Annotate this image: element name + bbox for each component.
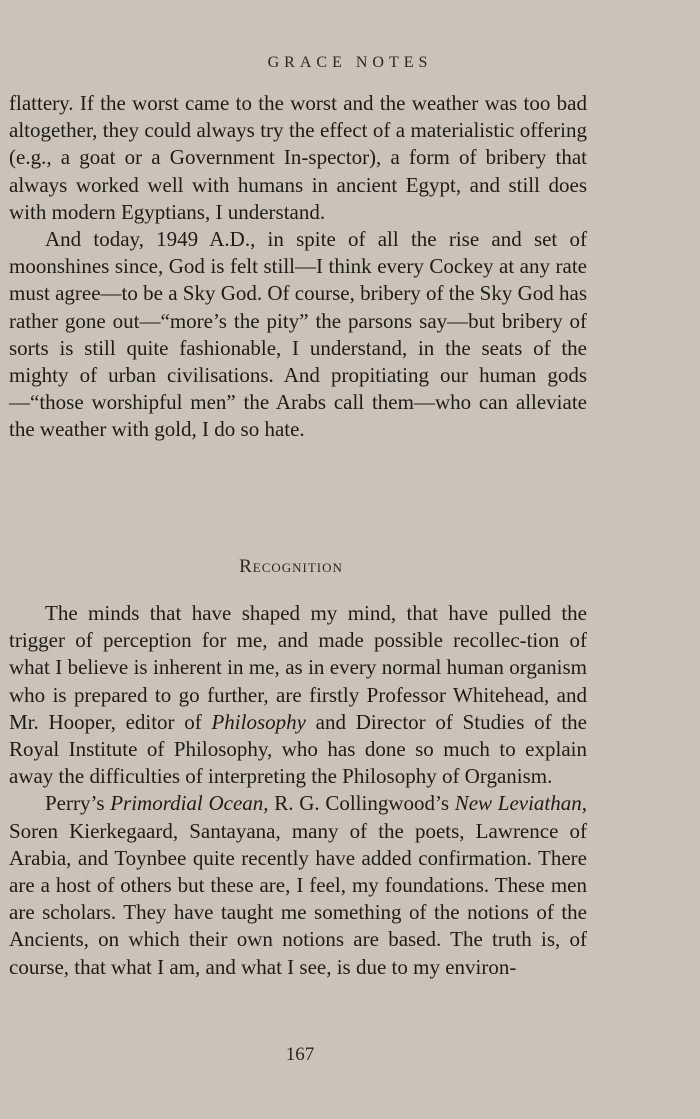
opening-paragraph-2: And today, 1949 A.D., in spite of all the rise and set of moonshines since, God is felt still—I think every Cockey at any rate must agree—to be a Sky God. Of course, bribery of the Sky God has rather gone out—“more’s the pity” the parsons say—but bribery of sorts is still quite fashionable, I understand, in the seats of the mighty of urban civilisations. And propitiating our human gods—“those worshipful men” the Arabs call them—who can alleviate the weather with gold, I do so hate. (9, 227, 587, 442)
section-p1-italic: Philosophy (211, 709, 306, 734)
section-p2-italic-1: Primordial Ocean, (110, 791, 269, 816)
section-title: Recognition (239, 556, 343, 577)
section-paragraph-1 (9, 600, 587, 790)
section-text (9, 600, 587, 981)
section-p2-text-a: Perry’s (45, 791, 111, 816)
running-head: GRACE NOTES (267, 54, 433, 71)
opening-text (9, 90, 587, 444)
section-p1-text-b: and Director of Studies of the Royal Institute of Philosophy, who has done so much to explain away the difficulties of interpreting the Philosophy of Organism. (9, 709, 587, 789)
section-p2-text-b: R. G. Collingwood’s (268, 791, 455, 816)
section-paragraph-2 (9, 790, 587, 980)
section-p2-text-c: Soren Kierkegaard, Santayana, many of the poets, Lawrence of Arabia, and Toynbee quite recently have added confirmation. There are a host of others but these are, I feel, my foundations. These men are scholars. They have taught me something of the notions of the Ancients, on which their own notions are based. The truth is, of course, that what I am, and what I see, is due to my environ- (9, 818, 587, 979)
section-p1-text-a: The minds that have shaped my mind, that have pulled the trigger of perception for me, and made possible recollec-tion of what I believe is inherent in me, as in every normal human organism who is prepared to go further, are firstly Professor Whitehead, and Mr. Hooper, editor of (9, 601, 587, 734)
page-number: 167 (285, 1044, 315, 1065)
section-p2-italic-2: New Leviathan, (454, 791, 587, 816)
opening-paragraph-1: flattery. If the worst came to the worst and the weather was too bad altogether, they could always try the effect of a materialistic offering (e.g., a goat or a Government In-spector), a form of bribery that always worked well with humans in ancient Egypt, and still does with modern Egyptians, I understand. (9, 91, 587, 224)
